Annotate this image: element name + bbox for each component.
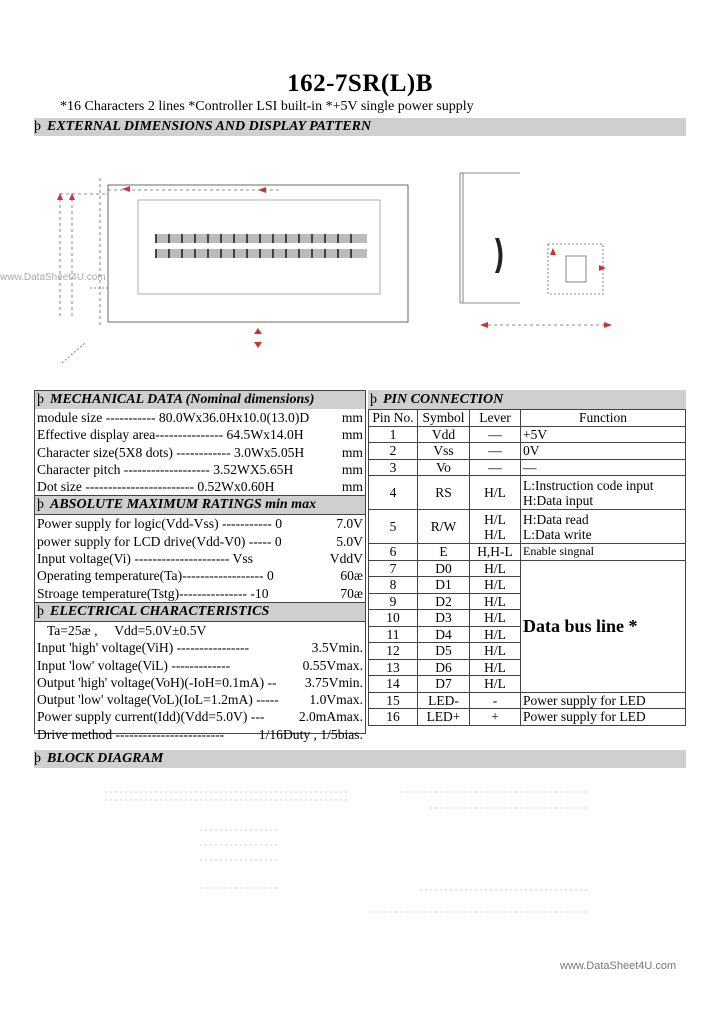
- absolute-row: power supply for LCD drive(Vdd-V0) ----- 0 5.0V: [37, 533, 363, 549]
- absolute-row: Stroage temperature(Tstg)--------------- -10 70æ: [37, 585, 363, 601]
- table-row: 14 D7 H/L: [369, 676, 686, 693]
- pin-connection-panel: [368, 390, 686, 726]
- section-marker-icon: þ: [37, 603, 44, 619]
- block-diagram-header: þ BLOCK DIAGRAM: [34, 750, 686, 768]
- table-row: 8 D1 H/L: [369, 577, 686, 594]
- absolute-ratings-header: þ ABSOLUTE MAXIMUM RATINGS min max: [35, 495, 365, 515]
- table-row: 4 RS H/L L:Instruction code input H:Data input: [369, 476, 686, 510]
- page-subtitle: *16 Characters 2 lines *Controller LSI built-in *+5V single power supply: [60, 99, 474, 114]
- mechanical-row: Effective display area--------------- 64.5Wx14.0H mm: [37, 427, 363, 443]
- footer-watermark: www.DataSheet4U.com: [560, 960, 677, 972]
- table-row: 3 Vo — —: [369, 459, 686, 476]
- electrical-row: Drive method ------------------------ 1/16Duty , 1/5bias.: [37, 726, 363, 742]
- dimension-drawing: [0, 138, 720, 378]
- pin-table-header: Pin No. Symbol Lever Function: [369, 410, 686, 427]
- section-marker-icon: þ: [34, 119, 41, 134]
- section-marker-icon: þ: [37, 497, 44, 513]
- table-row: 15 LED- - Power supply for LED: [369, 692, 686, 709]
- page-title: 162-7SR(L)B: [287, 70, 433, 97]
- table-row: 13 D6 H/L: [369, 659, 686, 676]
- electrical-header: þ ELECTRICAL CHARACTERISTICS: [35, 602, 365, 622]
- table-row: 12 D5 H/L: [369, 643, 686, 660]
- electrical-row: Ta=25æ , Vdd=5.0V±0.5V: [37, 622, 207, 638]
- table-row: 16 LED+ + Power supply for LED: [369, 709, 686, 726]
- mechanical-row: Character size(5X8 dots) ------------ 3.0Wx5.05H mm: [37, 444, 363, 460]
- pin-table: [368, 409, 686, 726]
- electrical-row: Input 'high' voltage(ViH) ---------------- 3.5Vmin.: [37, 640, 363, 656]
- table-row: 2 Vss — 0V: [369, 443, 686, 460]
- mechanical-row: module size ----------- 80.0Wx36.0Hx10.0(13.0)D mm: [37, 410, 363, 425]
- table-row: 7 D0 H/L Data bus line *: [369, 560, 686, 577]
- table-row: 5 R/W H/L H/L H:Data read L:Data write: [369, 510, 686, 544]
- table-row: 1 Vdd — +5V: [369, 426, 686, 443]
- electrical-row: Output 'low' voltage(VoL)(IoL=1.2mA) ----- 1.0Vmax.: [37, 692, 363, 708]
- mechanical-section-header: þ MECHANICAL DATA (Nominal dimensions): [35, 391, 365, 409]
- absolute-row: Operating temperature(Ta)------------------ 0 60æ: [37, 568, 363, 584]
- mechanical-row: Dot size ------------------------ 0.52Wx0.60H mm: [37, 479, 363, 495]
- watermark: www.DataSheet4U.com: [0, 272, 106, 283]
- table-row: 9 D2 H/L: [369, 593, 686, 610]
- pin-section-header: þ PIN CONNECTION: [368, 390, 686, 409]
- section-marker-icon: þ: [37, 392, 44, 407]
- electrical-row: Input 'low' voltage(ViL) ------------- 0.55Vmax.: [37, 657, 363, 673]
- mechanical-row: Character pitch ------------------- 3.52WX5.65H mm: [37, 461, 363, 477]
- table-row: 6 E H,H-L Enable singnal: [369, 544, 686, 561]
- absolute-row: Input voltage(Vi) --------------------- Vss VddV: [37, 551, 363, 567]
- mechanical-data-panel: [34, 390, 366, 742]
- electrical-row: Power supply current(Idd)(Vdd=5.0V) --- 2.0mAmax.: [37, 709, 363, 725]
- absolute-row: Power supply for logic(Vdd-Vss) ----------- 0 7.0V: [37, 516, 363, 532]
- section-marker-icon: þ: [370, 392, 377, 407]
- section-marker-icon: þ: [34, 751, 41, 766]
- external-section-header: þ EXTERNAL DIMENSIONS AND DISPLAY PATTERN: [34, 118, 686, 136]
- table-row: 10 D3 H/L: [369, 610, 686, 627]
- data-bus-label: Data bus line *: [521, 560, 686, 692]
- block-diagram: [100, 780, 620, 930]
- electrical-row: Output 'high' voltage(VoH)(-IoH=0.1mA) -- 3.75Vmin.: [37, 674, 363, 690]
- table-row: 11 D4 H/L: [369, 626, 686, 643]
